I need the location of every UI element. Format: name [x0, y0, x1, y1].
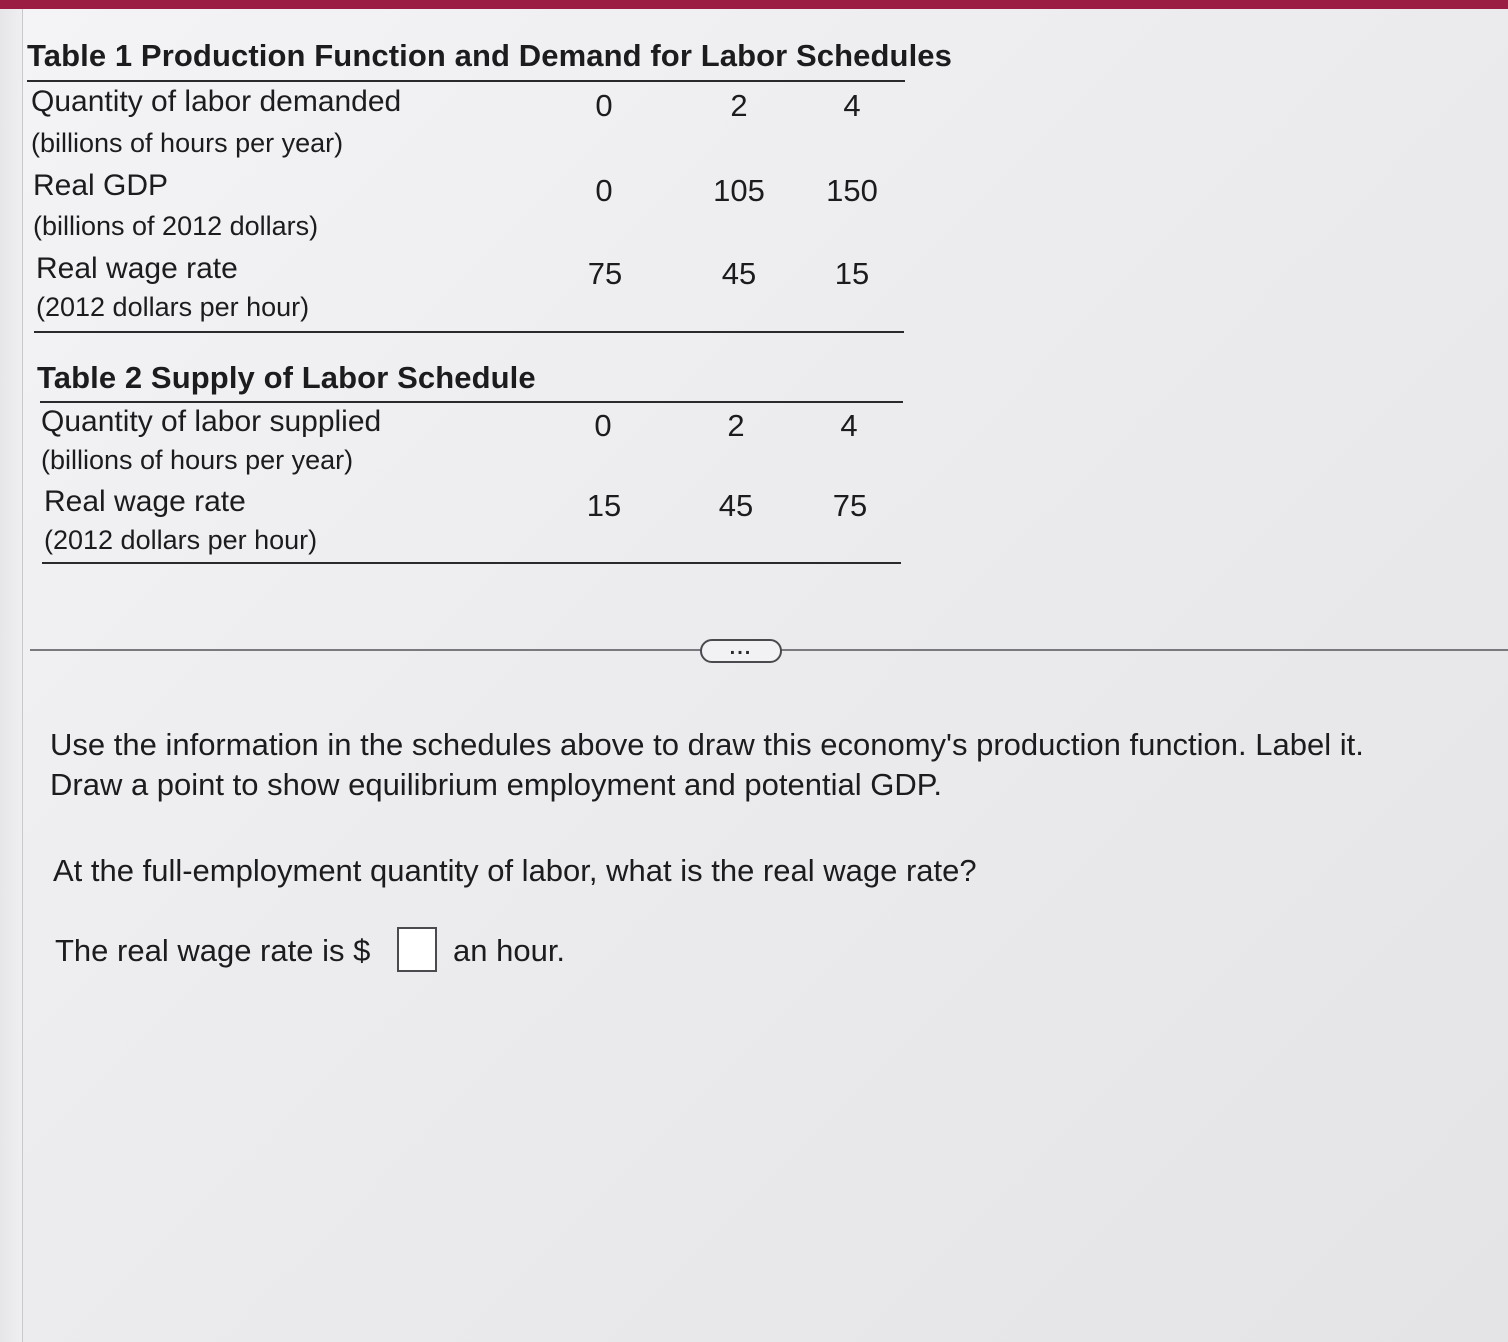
question-prompt: At the full-employment quantity of labor, what is the real wage rate?: [53, 853, 977, 888]
table2-bottom-rule: [42, 562, 901, 564]
table1-row-labor-demanded-label: Quantity of labor demanded: [31, 85, 402, 118]
table2-row-real-wage-unit: (2012 dollars per hour): [44, 525, 318, 555]
table2-labor-supplied-value: 4: [840, 408, 858, 443]
table1-row-real-gdp-label: Real GDP: [33, 169, 169, 202]
table2-labor-supplied-value: 0: [594, 408, 612, 443]
table1-real-gdp-value: 105: [713, 173, 765, 208]
table1-row-real-gdp-unit: (billions of 2012 dollars): [33, 211, 319, 241]
table2-real-wage-value: 45: [718, 488, 754, 523]
table1-bottom-rule: [34, 331, 904, 333]
table2-labor-supplied-value: 2: [727, 408, 745, 443]
table1-real-gdp-value: 150: [826, 173, 878, 208]
table1-top-rule: [27, 80, 905, 82]
table1-row-real-wage-label: Real wage rate: [36, 252, 238, 285]
table1-row-real-wage-unit: (2012 dollars per hour): [36, 292, 310, 322]
table2-row-labor-supplied-unit: (billions of hours per year): [41, 445, 354, 475]
left-edge-border: [0, 9, 23, 1342]
table1-real-wage-value: 15: [834, 256, 870, 291]
table1-real-gdp-value: 0: [595, 173, 613, 208]
table1-row-labor-demanded-unit: (billions of hours per year): [31, 128, 344, 158]
instruction-line-2: Draw a point to show equilibrium employment and potential GDP.: [50, 767, 943, 802]
table2-top-rule: [40, 401, 903, 403]
top-accent-bar: [0, 0, 1508, 9]
more-options-button[interactable]: ...: [700, 639, 782, 663]
table2-real-wage-value: 75: [832, 488, 868, 523]
table2-title: Table 2 Supply of Labor Schedule: [37, 360, 536, 395]
table2-real-wage-value: 15: [586, 488, 622, 523]
instruction-line-1: Use the information in the schedules above to draw this economy's production function. Label it.: [50, 727, 1364, 762]
table1-real-wage-value: 45: [721, 256, 757, 291]
answer-suffix: an hour.: [453, 933, 566, 968]
answer-prefix: The real wage rate is $: [55, 933, 371, 968]
table1-labor-demanded-value: 2: [730, 88, 748, 123]
table1-labor-demanded-value: 4: [843, 88, 861, 123]
table1-real-wage-value: 75: [587, 256, 623, 291]
table2-row-labor-supplied-label: Quantity of labor supplied: [41, 405, 382, 438]
real-wage-answer-input[interactable]: [397, 927, 437, 972]
table2-row-real-wage-label: Real wage rate: [44, 485, 246, 518]
table1-title: Table 1 Production Function and Demand for Labor Schedules: [27, 38, 952, 73]
table1-labor-demanded-value: 0: [595, 88, 613, 123]
